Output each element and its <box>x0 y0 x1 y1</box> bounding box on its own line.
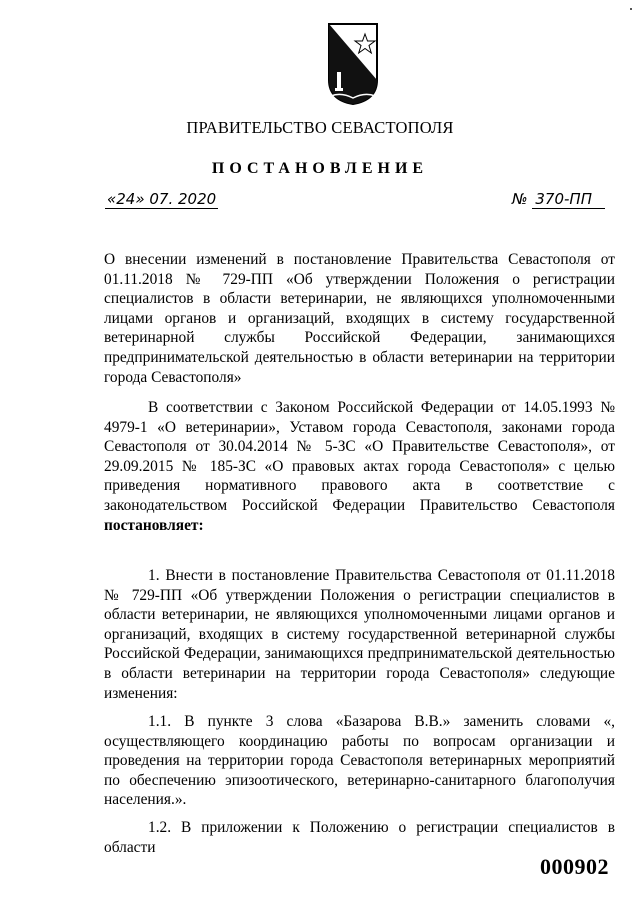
document-number <box>512 190 605 209</box>
scan-speck <box>630 8 632 10</box>
item-1-2: 1.2. В приложении к Положению о регистрации специалистов в области <box>104 819 615 856</box>
legal-basis-text: В соответствии с Законом Российской Федерации от 14.05.1993 № 4979-1 «О ветеринарии», Уставом города Севастополя, законами города Севастополя от 30.04.2014 № 5-ЗС «О Правительстве Севастополя», от 29.09.2015 № 185-ЗС «О правовых актах города Севастополя» с целью приведения нормативного правового акта в соответствие с законодательством Российской Федерации Правительство Севастополя <box>104 399 615 514</box>
document-subject: О внесении изменений в постановление Правительства Севастополя от 01.11.2018 № 729-ПП «Об утверждении Положения о регистрации специалистов в области ветеринарии, не являющихся уполномоченными лицами органов и организаций, входящих в систему государственной ветеринарной службы Российской Федерации, занимающихся предпринимательской деятельностью в области ветеринарии на территории города Севастополя» <box>104 251 615 386</box>
government-name: ПРАВИТЕЛЬСТВО СЕВАСТОПОЛЯ <box>186 118 454 137</box>
number-sign: № <box>512 190 528 208</box>
date-open-quote: « <box>107 190 117 208</box>
item-1-1: 1.1. В пункте 3 слова «Базарова В.В.» заменить словами «, осуществляющего координацию работы по вопросам организации и проведения на территории города Севастополя ветеринарных мероприятий по обеспечению эпизоотического, ветеринарно-санитарного благополучия населения.». <box>104 713 615 809</box>
document-type-title: ПОСТАНОВЛЕНИЕ <box>211 160 429 177</box>
sevastopol-coat-of-arms-icon <box>327 22 379 106</box>
date-day: 24 <box>116 190 136 208</box>
item-1: 1. Внести в постановление Правительства Севастополя от 01.11.2018 № 729-ПП «Об утверждении Положения о регистрации специалистов в области ветеринарии, не являющихся уполномоченными лицами органов и организаций, входящих в систему государственной ветеринарной службы Российской Федерации, занимающихся предпринимательской деятельностью в области ветеринарии на территории города Севастополя» следующие изменения: <box>104 567 615 702</box>
resolves-keyword: постановляет: <box>104 516 204 534</box>
document-date <box>105 190 218 209</box>
document-serial-number: 000902 <box>540 854 609 879</box>
legal-basis-paragraph <box>104 398 615 535</box>
date-month-year: » 07. 2020 <box>135 190 217 208</box>
number-value: 370-ПП <box>532 190 605 209</box>
